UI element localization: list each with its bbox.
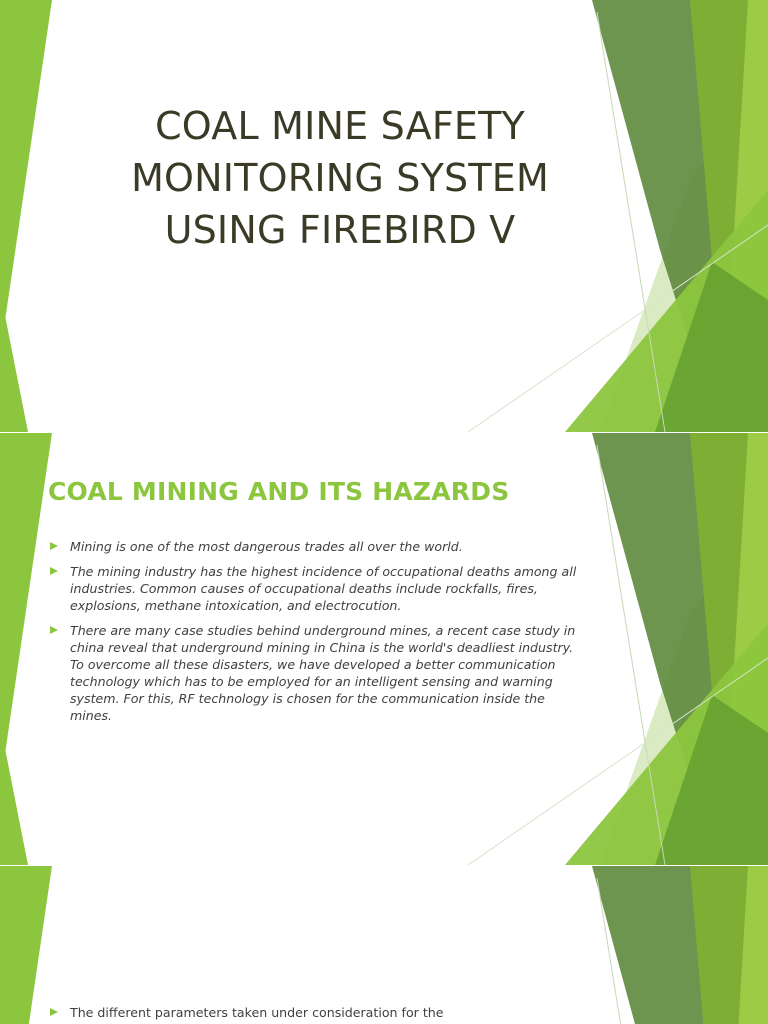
bullet-list [48,1004,578,1024]
title-line-2: MONITORING SYSTEM [131,156,549,200]
bullet-item [48,563,578,614]
bullet-text: Mining is one of the most dangerous trades all over the world. [70,539,463,554]
bullet-text: There are many case studies behind underground mines, a recent case study in china reveal that underground mining in China is the world's deadliest industry. To overcome all these disasters, we have developed a better communication technology which has to be employed for an intelligent sensing and warning system. For this, RF technology is chosen for the communication inside the mines. [70,623,576,723]
hazards-slide [0,433,768,865]
bullet-item [48,538,578,555]
slide-heading: COAL MINING AND ITS HAZARDS [48,477,510,506]
parameters-slide [0,866,768,1024]
triangle-bullet-icon [50,626,58,634]
triangle-bullet-icon [50,542,58,550]
left-accent-shape [0,0,52,355]
presentation-title [100,100,580,256]
title-slide [0,0,768,432]
bullet-text: The mining industry has the highest incidence of occupational deaths among all industries. Common causes of occupational deaths include rockfalls, fires, explosions, methane intoxication, and electrocution. [70,564,577,613]
bullet-list [48,538,578,732]
triangle-bullet-icon [50,1008,58,1016]
triangle-bullet-icon [50,567,58,575]
bullet-text: The different parameters taken under consideration for the [70,1005,444,1020]
title-line-1: COAL MINE SAFETY [155,104,525,148]
left-accent-shape [0,866,52,1024]
left-accent-shape [0,433,52,788]
bullet-item [48,1004,578,1021]
title-line-3: USING FIREBIRD V [164,208,516,252]
bullet-item [48,622,578,724]
